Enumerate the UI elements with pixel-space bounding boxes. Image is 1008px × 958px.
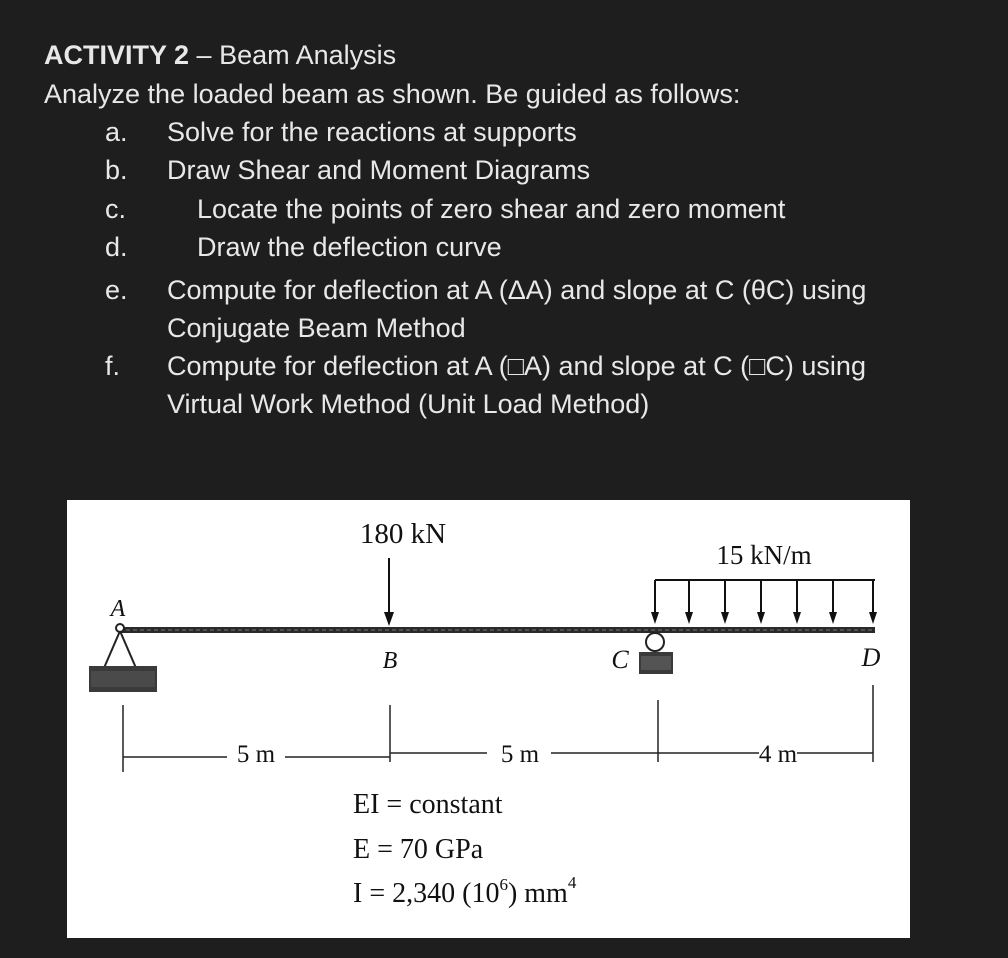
task-letter: e.	[105, 275, 128, 305]
label-b: B	[382, 648, 398, 674]
inertia-base: I = 2,340 (10	[353, 878, 500, 909]
bottom-bar	[0, 938, 1008, 958]
task-letter: a.	[105, 117, 128, 147]
task-letter: b.	[105, 155, 128, 185]
task-text: Compute for deflection at A (□A) and slope at C (□C) using	[167, 351, 866, 381]
activity-title: – Beam Analysis	[189, 40, 397, 70]
inertia-unit: ) mm	[507, 878, 568, 909]
ei-constant: EI = constant	[353, 789, 503, 820]
instructions-intro: Analyze the loaded beam as shown. Be guided as follows:	[44, 79, 741, 109]
activity-heading	[44, 36, 396, 74]
pin-support-icon	[89, 624, 157, 692]
label-a: A	[110, 596, 126, 622]
label-c: C	[611, 645, 629, 674]
task-text: Compute for deflection at A (ΔA) and slope at C (θC) using	[167, 275, 867, 305]
beam-diagram	[67, 500, 910, 938]
distributed-load-label: 15 kN/m	[716, 540, 812, 570]
task-text: Solve for the reactions at supports	[167, 117, 577, 147]
moment-of-inertia	[353, 873, 577, 909]
task-letter: c.	[105, 194, 127, 224]
beam-figure	[67, 500, 910, 938]
task-text: Draw Shear and Moment Diagrams	[167, 155, 591, 185]
dimension-bc: 5 m	[500, 741, 540, 768]
elastic-modulus: E = 70 GPa	[353, 834, 484, 865]
task-letter: d.	[105, 232, 128, 262]
point-load-label: 180 kN	[359, 518, 447, 550]
activity-number: ACTIVITY 2	[44, 40, 190, 70]
dimension-ab: 5 m	[236, 741, 276, 768]
inertia-unit-exponent: 4	[567, 873, 577, 892]
point-load-arrow	[384, 558, 394, 626]
task-text: Conjugate Beam Method	[167, 313, 466, 343]
roller-support-icon	[639, 633, 673, 674]
task-text: Draw the deflection curve	[197, 232, 502, 262]
label-d: D	[861, 643, 881, 672]
dimension-cd: 4 m	[758, 741, 798, 768]
task-text: Virtual Work Method (Unit Load Method)	[167, 389, 650, 419]
task-letter: f.	[105, 351, 121, 381]
inertia-exponent: 6	[499, 875, 508, 894]
distributed-load-arrows	[651, 580, 877, 624]
task-text: Locate the points of zero shear and zero moment	[197, 194, 786, 224]
